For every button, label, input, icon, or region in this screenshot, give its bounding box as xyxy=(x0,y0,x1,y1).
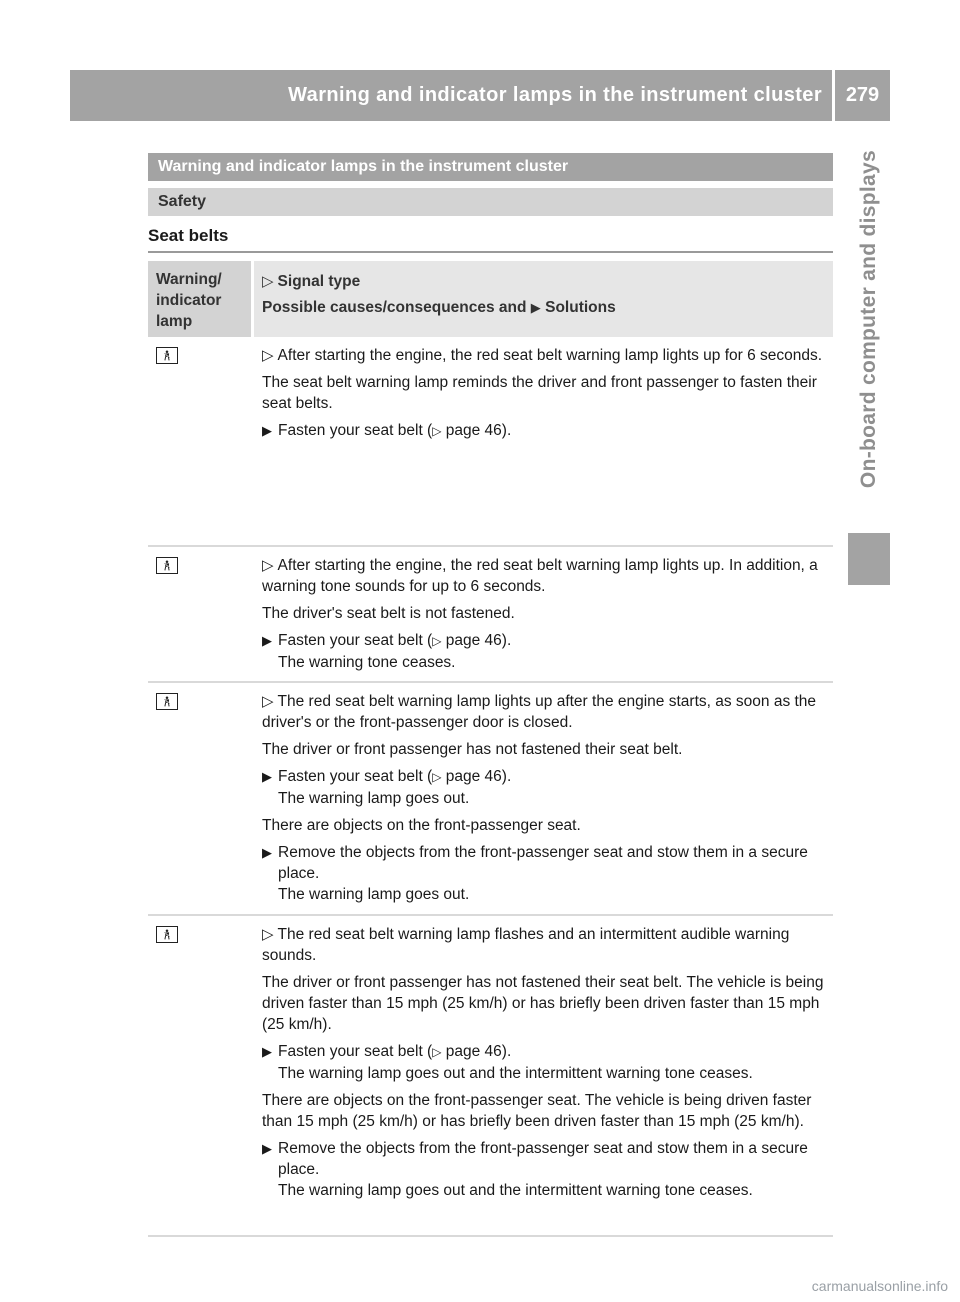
divider xyxy=(148,251,833,253)
table-header xyxy=(148,261,833,337)
site-watermark: carmanualsonline.info xyxy=(811,1278,948,1294)
instruction: ▶ Fasten your seat belt (▷ page 46). The warning tone ceases. xyxy=(262,632,512,671)
result-text: The warning lamp goes out. xyxy=(278,790,470,807)
page-reference-icon: ▷ xyxy=(432,424,442,438)
seat-belt-icon xyxy=(156,926,178,943)
signal-triangle-icon: ▷ xyxy=(262,926,274,943)
cause-text: There are objects on the front-passenger seat. xyxy=(262,817,581,834)
page-reference-icon: ▷ xyxy=(432,770,442,784)
result-text: The warning lamp goes out and the intermittent warning tone ceases. xyxy=(278,1182,753,1199)
page-reference-link[interactable]: page 46). xyxy=(445,768,512,785)
lamp-cell xyxy=(148,337,251,545)
seat-belt-icon xyxy=(156,557,178,574)
lamp-cell xyxy=(148,916,251,1235)
page-reference-link[interactable]: page 46). xyxy=(445,1043,512,1060)
table-row xyxy=(148,337,833,547)
description-cell xyxy=(254,916,833,1235)
lamp-cell xyxy=(148,547,251,681)
signal-triangle-icon: ▷ xyxy=(262,693,274,710)
running-head: Warning and indicator lamps in the instrument cluster xyxy=(70,70,832,121)
action-arrow-icon: ▶ xyxy=(262,423,272,438)
seat-belt-icon xyxy=(156,347,178,364)
instruction: ▶ Fasten your seat belt (▷ page 46). The warning lamp goes out and the intermittent warning tone ceases. xyxy=(262,1043,753,1082)
col-signal-header: Signal type xyxy=(277,273,361,290)
cause-text: The driver or front passenger has not fastened their seat belt. The vehicle is being driven faster than 15 mph (25 km/h) or has briefly been driven faster than 15 mph (25 km/h). xyxy=(262,974,824,1033)
signal-type: ▷ After starting the engine, the red seat belt warning lamp lights up. In addition, a warning tone sounds for up to 6 seconds. xyxy=(262,557,818,595)
instruction: ▶ Remove the objects from the front-passenger seat and stow them in a secure place. The warning lamp goes out and the intermittent warning tone ceases. xyxy=(262,1140,808,1199)
action-arrow-icon: ▶ xyxy=(530,300,541,315)
action-arrow-icon: ▶ xyxy=(262,769,272,784)
instruction: ▶ Fasten your seat belt (▷ page 46). xyxy=(262,420,825,442)
side-tab-label: On-board computer and displays xyxy=(857,150,880,489)
action-arrow-icon: ▶ xyxy=(262,845,272,860)
signal-triangle-icon: ▷ xyxy=(262,273,274,290)
table-row xyxy=(148,683,833,916)
col-lamp-header: Warning/ indicator lamp xyxy=(148,261,251,337)
action-arrow-icon: ▶ xyxy=(262,1044,272,1059)
signal-triangle-icon: ▷ xyxy=(262,557,274,574)
page-number: 279 xyxy=(835,70,890,121)
result-text: The warning lamp goes out and the intermittent warning tone ceases. xyxy=(278,1065,753,1082)
description-cell xyxy=(254,683,833,914)
seat-belt-icon xyxy=(156,693,178,710)
page-reference-link[interactable]: page 46). xyxy=(445,632,512,649)
table-row xyxy=(148,916,833,1237)
subsection-title: Safety xyxy=(148,188,833,216)
table-row xyxy=(148,547,833,683)
action-arrow-icon: ▶ xyxy=(262,633,272,648)
page-reference-icon: ▷ xyxy=(432,634,442,648)
section-title: Warning and indicator lamps in the instrument cluster xyxy=(148,153,833,181)
action-arrow-icon: ▶ xyxy=(262,1141,272,1156)
col-solutions-header: Solutions xyxy=(545,299,616,316)
signal-type: ▷ After starting the engine, the red seat belt warning lamp lights up for 6 seconds. xyxy=(262,347,823,364)
description-cell xyxy=(254,547,833,681)
cause-text: The driver or front passenger has not fastened their seat belt. xyxy=(262,741,683,758)
lamp-cell xyxy=(148,683,251,914)
side-tab xyxy=(848,150,890,530)
heading: Seat belts xyxy=(148,226,229,245)
page-reference-icon: ▷ xyxy=(432,1045,442,1059)
cause-text: There are objects on the front-passenger seat. The vehicle is being driven faster than 15 mph (25 km/h) or has briefly been driven faster than 15 mph (25 km/h). xyxy=(262,1092,812,1130)
cause-text: The seat belt warning lamp reminds the driver and front passenger to fasten their seat belts. xyxy=(262,374,817,412)
instruction: ▶ Fasten your seat belt (▷ page 46). The warning lamp goes out. xyxy=(262,768,512,807)
signal-type: ▷ The red seat belt warning lamp lights up after the engine starts, as soon as the driver's or the front-passenger door is closed. xyxy=(262,693,817,731)
side-tab-marker xyxy=(848,533,890,585)
description-cell xyxy=(254,337,833,545)
col-main-header xyxy=(254,261,833,337)
result-text: The warning tone ceases. xyxy=(278,654,456,671)
lamp-table xyxy=(148,261,833,1237)
cause-text: The driver's seat belt is not fastened. xyxy=(262,605,515,622)
instruction: ▶ Remove the objects from the front-passenger seat and stow them in a secure place. The warning lamp goes out. xyxy=(262,844,808,903)
signal-type: ▷ The red seat belt warning lamp flashes and an intermittent audible warning sounds. xyxy=(262,926,790,964)
signal-triangle-icon: ▷ xyxy=(262,347,274,364)
col-causes-header: Possible causes/consequences and xyxy=(262,299,527,316)
result-text: The warning lamp goes out. xyxy=(278,886,470,903)
page-reference-link[interactable]: page 46). xyxy=(445,422,512,439)
